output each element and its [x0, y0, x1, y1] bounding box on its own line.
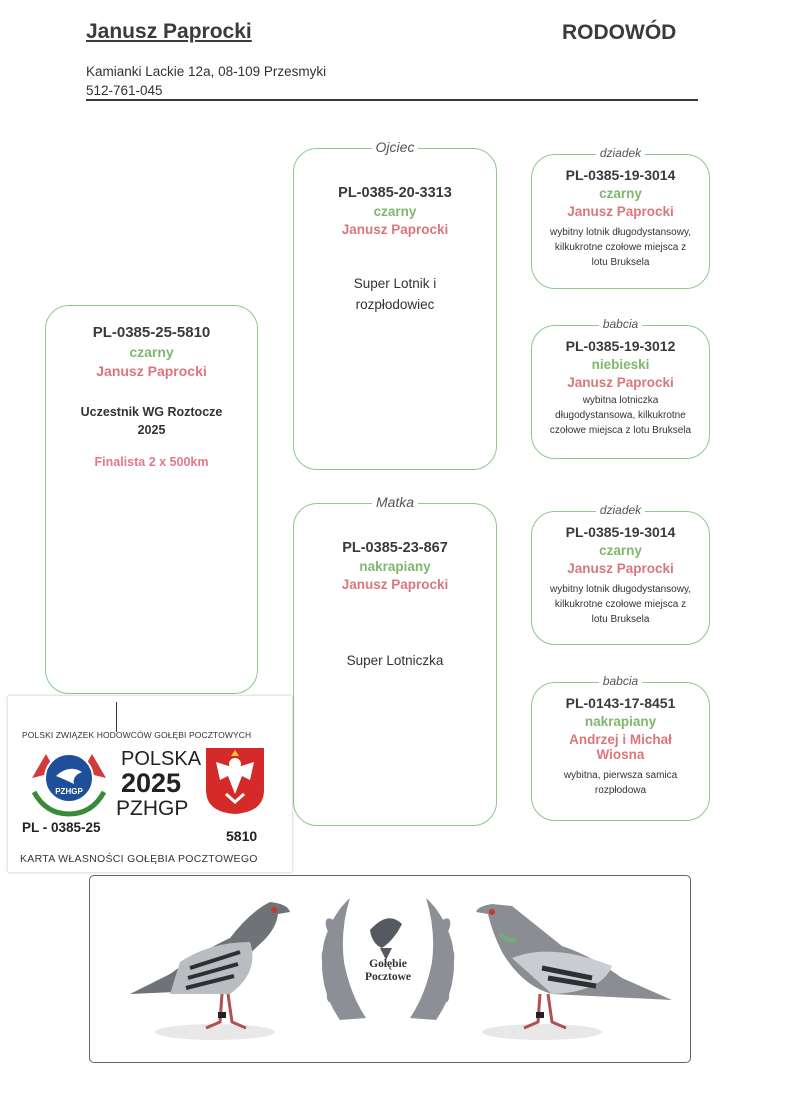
father-desc-line2: rozpłodowiec [355, 297, 435, 312]
grandparent-label: babcia [532, 317, 709, 331]
father-breeder: Janusz Paprocki [341, 222, 449, 237]
grandparent-color: czarny [599, 186, 642, 201]
mother-color: nakrapiany [359, 559, 431, 574]
father-label: Ojciec [294, 139, 496, 155]
grandparent-ring: PL-0385-19-3014 [565, 524, 676, 540]
grandparent-ring: PL-0385-19-3014 [565, 167, 676, 183]
pigeon-left-illustration [110, 882, 300, 1052]
mother-desc [294, 650, 496, 671]
card-year: 2025 [121, 768, 182, 798]
grandparent-color: nakrapiany [584, 714, 657, 729]
grandparent-desc: wybitna, pierwsza samica rozpłodowa [563, 770, 678, 796]
owner-contact [86, 62, 326, 100]
svg-text:PZHGP: PZHGP [55, 787, 83, 796]
grandparent-label: dziadek [532, 146, 709, 160]
father-desc-line1: Super Lotnik i [353, 276, 437, 291]
owner-address: Kamianki Lackie 12a, 08-109 Przesmyki [86, 64, 327, 79]
grandparent-desc: wybitny lotnik długodystansowy, kilkukrotne czołowe miejsca z lotu Bruksela [550, 227, 691, 268]
owner-phone: 512-761-045 [86, 83, 163, 98]
card-ring-number: 5810 [226, 828, 258, 844]
emblem-text [320, 958, 456, 984]
grandparent-label: dziadek [532, 503, 709, 517]
grandparent-breeder: Andrzej i Michał Wiosna [569, 732, 672, 762]
grandparent-color: czarny [599, 543, 642, 558]
pigeon-card [45, 305, 258, 694]
card-ring-prefix: PL - 0385-25 [22, 820, 101, 835]
grandparent-breeder: Janusz Paprocki [567, 204, 674, 219]
grandparent-desc: wybitny lotnik długodystansowy, kilkukrotne czołowe miejsca z lotu Bruksela [550, 584, 691, 625]
grandparent-card-1 [531, 146, 710, 289]
card-org: PZHGP [116, 797, 189, 820]
mother-ring: PL-0385-23-867 [342, 540, 448, 556]
pigeon-highlight: Finalista 2 x 500km [94, 455, 209, 469]
grandparent-color: niebieski [591, 357, 650, 372]
grandparent-breeder: Janusz Paprocki [567, 561, 674, 576]
polish-eagle-emblem [204, 746, 266, 816]
father-desc [294, 273, 496, 315]
father-color: czarny [373, 204, 417, 219]
ownership-card [8, 696, 292, 872]
pigeon-note [46, 403, 257, 439]
father-card [293, 139, 497, 470]
header-divider [86, 99, 698, 101]
grandparent-ring: PL-0385-19-3012 [565, 338, 676, 354]
card-association: POLSKI ZWIĄZEK HODOWCÓW GOŁĘBI POCZTOWYCH [22, 730, 252, 740]
grandparent-label: babcia [532, 674, 709, 688]
pigeon-note-line1: Uczestnik WG Roztocze [80, 405, 223, 419]
mother-breeder: Janusz Paprocki [341, 577, 449, 592]
emblem-line1: Gołębie [369, 958, 407, 970]
mother-desc-line1: Super Lotniczka [346, 653, 444, 668]
pigeon-ring: PL-0385-25-5810 [92, 324, 211, 341]
pzhgp-logo [26, 742, 112, 818]
mother-card [293, 494, 497, 826]
grandparent-desc: wybitna lotniczka długodystansowa, kilkukrotne czołowe miejsca z lotu Bruksela [549, 395, 692, 436]
card-footer: KARTA WŁASNOŚCI GOŁĘBIA POCZTOWEGO [20, 853, 258, 865]
grandparent-card-4 [531, 674, 710, 821]
grandparent-ring: PL-0143-17-8451 [565, 695, 676, 711]
card-country: POLSKA [121, 748, 202, 770]
pigeon-color: czarny [129, 344, 174, 360]
card-mark [116, 702, 117, 732]
document-title: RODOWÓD [562, 21, 677, 44]
grandparent-breeder: Janusz Paprocki [567, 375, 674, 390]
father-ring: PL-0385-20-3313 [338, 185, 452, 201]
pigeon-breeder: Janusz Paprocki [96, 363, 207, 379]
owner-name: Janusz Paprocki [86, 20, 252, 43]
mother-label: Matka [294, 494, 496, 510]
grandparent-card-3 [531, 503, 710, 645]
grandparent-card-2 [531, 317, 710, 459]
emblem-line2: Pocztowe [365, 971, 411, 983]
pigeon-right-illustration [472, 882, 682, 1052]
pigeon-note-line2: 2025 [137, 423, 166, 437]
